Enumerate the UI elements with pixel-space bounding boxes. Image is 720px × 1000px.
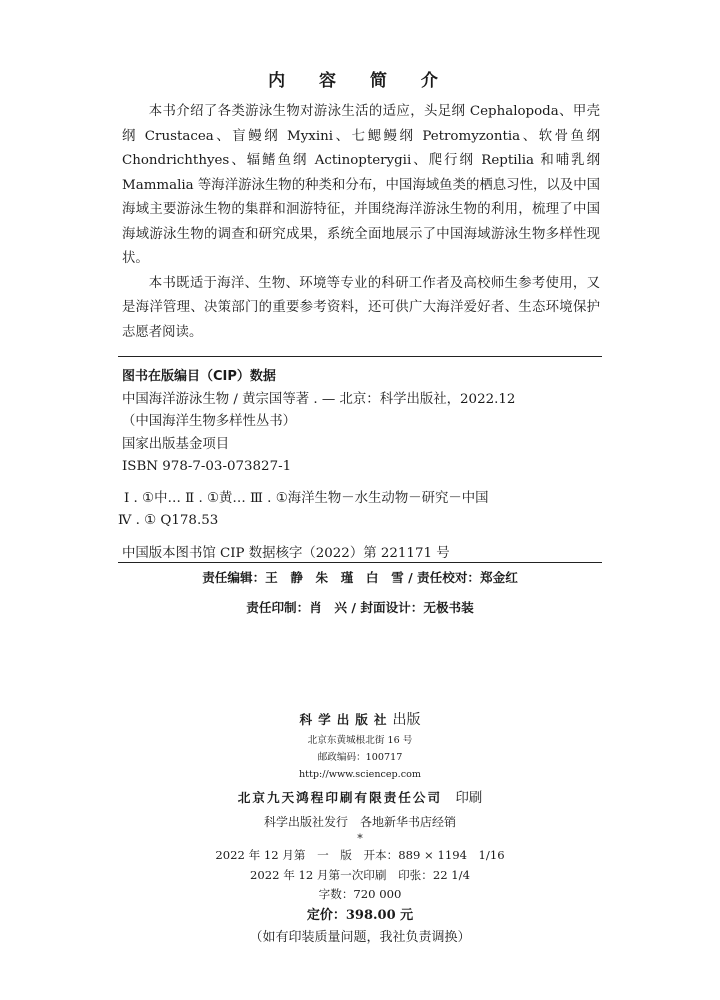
imprint-block [0, 708, 720, 949]
cip-title-line: 中国海洋游泳生物 / 黄宗国等著 . — 北京：科学出版社，2022.12 [122, 391, 516, 407]
printer-name: 北京九天鸿程印刷有限责任公司 [237, 790, 443, 805]
printer-suffix: 印刷 [455, 791, 483, 806]
top-divider [118, 356, 602, 357]
bottom-divider [118, 562, 602, 563]
cip-classification-2: Ⅳ . ① Q178.53 [118, 513, 219, 528]
publisher-postcode: 邮政编码：100717 [317, 752, 403, 763]
cip-classification-1: Ⅰ . ①中… Ⅱ . ①黄… Ⅲ . ①海洋生物－水生动物－研究－中国 [124, 490, 489, 506]
summary-paragraph-1: 本书介绍了各类游泳生物对游泳生活的适应，头足纲 Cephalopoda、甲壳纲 Crustacea、盲鳗纲 Myxini、七鳃鳗纲 Petromyzontia、软骨鱼纲 Chondrichthyes、辐鳍鱼纲 Actinopterygii、爬行纲 Reptilia 和哺乳纲 Mammalia 等海洋游泳生物的种类和分布，中国海域鱼类的栖息习性，以及中国海域主要游泳生物的集群和洄游特征，并围绕海洋游泳生物的利用，梳理了中国海域游泳生物的调查和研究成果，系统全面地展示了中国海域游泳生物多样性现状。 [122, 104, 600, 266]
cip-isbn: ISBN 978-7-03-073827-1 [122, 459, 292, 474]
printer-line [0, 785, 720, 812]
publisher-address: 北京东黄城根北街 16 号 [307, 735, 413, 746]
publisher-name: 科学出版社 [299, 712, 393, 727]
cip-approval: 中国版本图书馆 CIP 数据核字（2022）第 221171 号 [122, 545, 450, 561]
cip-block [118, 366, 602, 565]
cip-series: （中国海洋生物多样性丛书） [122, 414, 297, 429]
summary-paragraph-2: 本书既适于海洋、生物、环境等专业的科研工作者及高校师生参考使用，又是海洋管理、决策部门的重要参考资料，还可供广大海洋爱好者、生态环境保护志愿者阅读。 [122, 275, 600, 340]
publisher-website: http://www.sciencep.com [299, 769, 421, 780]
content-summary [122, 100, 600, 345]
price: 定价：398.00 元 [306, 907, 414, 923]
cip-fund: 国家出版基金项目 [122, 436, 230, 452]
separator-star: * [357, 832, 363, 845]
publisher-line [0, 708, 720, 732]
edition-line: 2022 年 12 月第 一 版 开本：889 × 1194 1/16 [215, 848, 505, 862]
staff-line-1: 责任编辑：王 静 朱 瑾 白 雪 / 责任校对：郑金红 [202, 570, 518, 585]
printing-line: 2022 年 12 月第一次印刷 印张：22 1/4 [250, 867, 470, 882]
page-title: 内 容 简 介 [268, 71, 452, 91]
publisher-suffix: 出版 [392, 712, 421, 728]
quality-notice: （如有印装质量问题，我社负责调换） [249, 929, 471, 945]
cip-heading: 图书在版编目（CIP）数据 [122, 369, 276, 384]
staff-line-2: 责任印制：肖 兴 / 封面设计：无极书装 [246, 600, 474, 615]
distribution-line: 科学出版社发行 各地新华书店经销 [263, 815, 456, 829]
word-count: 字数：720 000 [318, 887, 402, 901]
